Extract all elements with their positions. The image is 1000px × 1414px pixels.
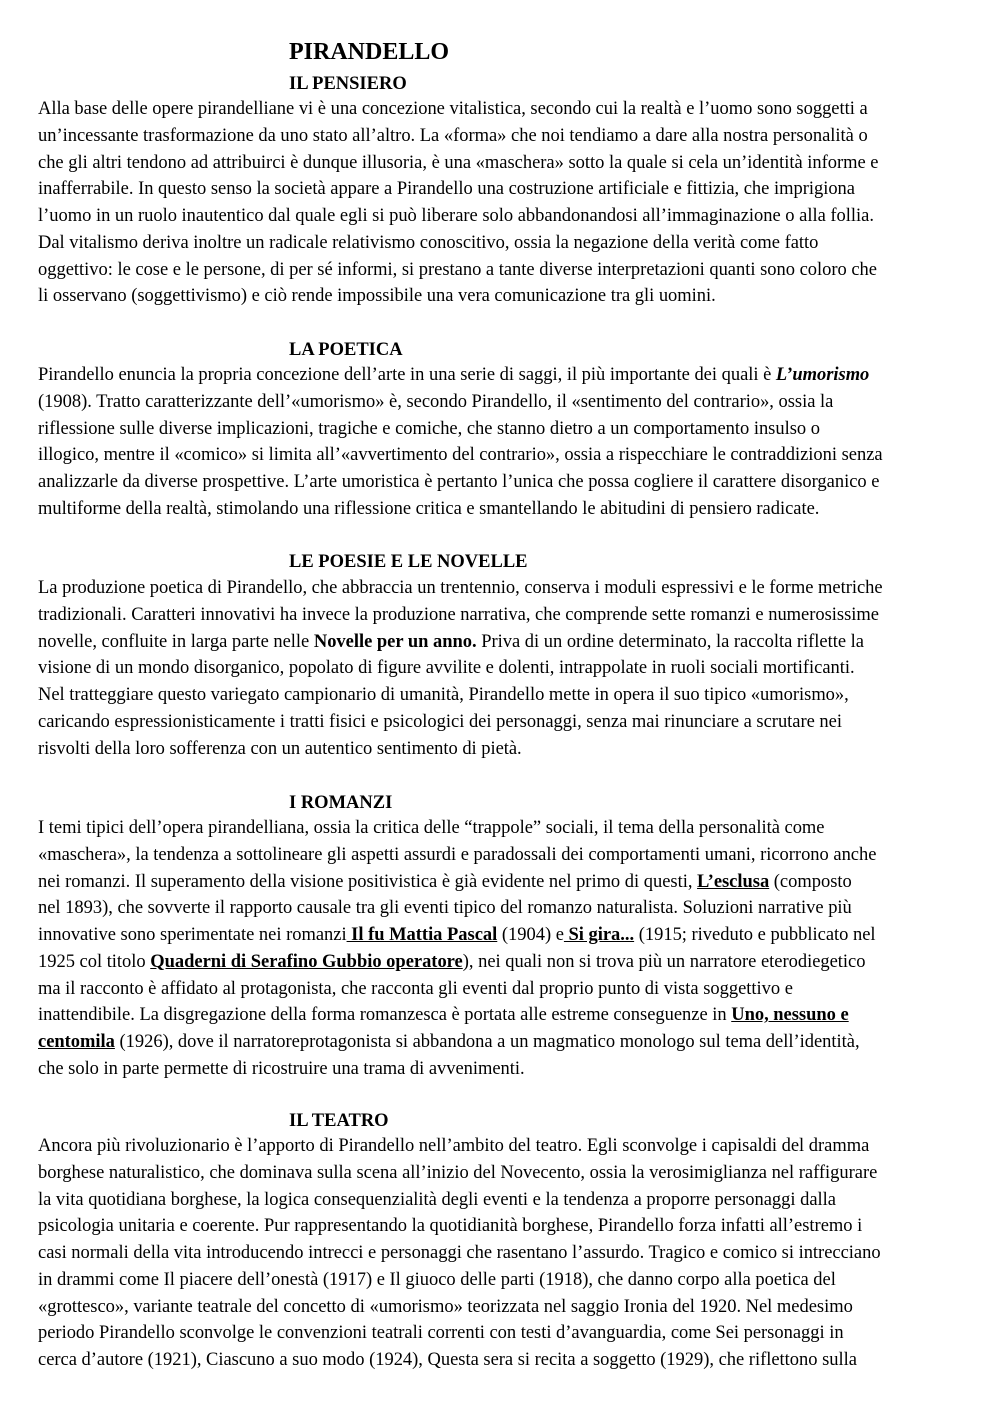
- text-segment: che gli altri tendono ad attribuirci è dunque illusoria, è una «maschera» sotto la quale si cela un’identità informe e: [38, 152, 879, 173]
- text-segment: visione di un mondo disorganico, popolato di figure avvilite e dolenti, intrappolate in ruoli sociali mortificanti.: [38, 658, 855, 679]
- text-line: [38, 123, 968, 150]
- section-heading-poetica: LA POETICA: [289, 340, 403, 360]
- text-segment: oggettivo: le cose e le persone, di per sé informi, si prestano a tante diverse interpretazioni quanti sono coloro che: [38, 259, 877, 280]
- text-line: [38, 96, 968, 123]
- text-line: [38, 869, 968, 896]
- text-line: [38, 1294, 968, 1321]
- text-line: [38, 1133, 968, 1160]
- text-segment: «maschera», la tendenza a sottolineare gli aspetti assurdi e paradossali dei comportamenti umani, ricorrono anche: [38, 844, 877, 865]
- text-segment: innovative sono sperimentate nei romanzi: [38, 925, 347, 945]
- text-segment: tradizionali. Caratteri innovativi ha invece la produzione narrativa, che comprende sette romanzi e numerosissime: [38, 604, 879, 625]
- text-segment: Nel tratteggiare questo variegato campionario di umanità, Pirandello mette in opera il suo tipico «umorismo»,: [38, 685, 849, 705]
- text-segment: cerca d’autore (1921), Ciascuno a suo modo (1924), Questa sera si recita a soggetto (1929), che riflettono sulla: [38, 1350, 857, 1370]
- text-segment: Alla base delle opere pirandelliane vi è una concezione vitalistica, secondo cui la realtà e l’uomo sono soggetti a: [38, 99, 868, 119]
- text-segment: (composto: [769, 871, 852, 892]
- text-segment: (1904) e: [497, 925, 564, 945]
- underlined-title: L’esclusa: [697, 871, 770, 892]
- text-segment: periodo Pirandello sconvolge le convenzioni teatrali correnti con testi d’avanguardia, come Sei personaggi in: [38, 1323, 844, 1344]
- text-segment: 1925 col titolo: [38, 951, 151, 972]
- underlined-title: Il fu Mattia Pascal: [346, 925, 498, 945]
- text-line: [38, 1240, 968, 1267]
- text-line: [38, 469, 968, 496]
- text-segment: analizzarle da diverse prospettive. L’arte umoristica è pertanto l’unica che possa cogliere il carattere disorganico e: [38, 472, 880, 492]
- text-segment: in drammi come Il piacere dell’onestà (1917) e Il giuoco delle parti (1918), che danno corpo alla poetica del: [38, 1269, 836, 1290]
- text-segment: ma il racconto è affidato al protagonista, che racconta gli eventi dal proprio punto di vista soggettivo e: [38, 978, 793, 999]
- text-segment: un’incessante trasformazione da uno stato all’altro. La «forma» che noi tendiamo a dare alla nostra personalità o: [38, 125, 868, 146]
- section-heading-romanzi: I ROMANZI: [289, 793, 393, 813]
- text-segment: Dal vitalismo deriva inoltre un radicale relativismo conoscitivo, ossia la negazione della verità come fatto: [38, 232, 819, 253]
- text-line: [38, 176, 968, 203]
- text-segment: li osservano (soggettivismo) e ciò rende impossibile una vera comunicazione tra gli uomini.: [38, 286, 716, 307]
- text-line: [38, 416, 968, 443]
- text-line: [38, 602, 968, 629]
- text-line: [38, 815, 968, 842]
- text-line: [38, 1187, 968, 1214]
- text-line: [38, 709, 968, 736]
- text-segment: Ancora più rivoluzionario è l’apporto di Pirandello nell’ambito del teatro. Egli sconvolge i capisaldi del dramma: [38, 1136, 870, 1156]
- text-line: [38, 842, 968, 869]
- text-line: [38, 949, 968, 976]
- text-segment: (1908). Tratto caratterizzante dell’«umorismo» è, secondo Pirandello, il «sentimento del contrario», ossia la: [38, 391, 834, 412]
- text-line: [38, 442, 968, 469]
- text-segment: l’uomo in un ruolo inautentico dal quale egli si può liberare solo abbandonandosi all’immaginazione o alla follia.: [38, 206, 874, 226]
- text-segment: multiforme della realtà, stimolando una riflessione critica e smantellando le abitudini di pensiero radicate.: [38, 498, 820, 519]
- text-line: [38, 203, 968, 230]
- text-segment: (1915; riveduto e pubblicato nel: [634, 925, 876, 945]
- text-line: [38, 1056, 968, 1083]
- text-segment: psicologia unitaria e coerente. Pur rappresentando la quotidianità borghese, Pirandello forza infatti all’estremo i: [38, 1216, 863, 1237]
- text-line: [38, 283, 968, 310]
- text-line: [38, 655, 968, 682]
- text-line: [38, 230, 968, 257]
- text-line: [38, 575, 968, 602]
- text-segment: La produzione poetica di Pirandello, che abbraccia un trentennio, conserva i moduli espressivi e le forme metriche: [38, 578, 883, 598]
- section-heading-teatro: IL TEATRO: [289, 1111, 389, 1131]
- text-line: [38, 682, 968, 709]
- text-line: [38, 257, 968, 284]
- text-segment: (1926), dove il narratoreprotagonista si abbandona a un magmatico monologo sul tema dell’identità,: [114, 1032, 860, 1052]
- text-segment: borghese naturalistico, che dominava sulla scena all’inizio del Novecento, ossia la verosimiglianza nel raffigurare: [38, 1162, 878, 1183]
- text-line: [38, 150, 968, 177]
- text-segment: «grottesco», variante teatrale del concetto di «umorismo» teorizzata nel saggio Ironia del 1920. Nel medesimo: [38, 1296, 853, 1317]
- text-segment: Pirandello enuncia la propria concezione dell’arte in una serie di saggi, il più importante dei quali è: [38, 365, 776, 385]
- text-line: [38, 1320, 968, 1347]
- section-body-pensiero: [38, 96, 968, 310]
- text-line: [38, 496, 968, 523]
- section-body-teatro: [38, 1133, 968, 1374]
- text-line: [38, 629, 968, 656]
- underlined-title: Si gira...: [563, 925, 635, 945]
- section-body-poesie-novelle: [38, 575, 968, 762]
- text-segment: riflessione sulle diverse implicazioni, tragiche e comiche, che stanno dietro a un comportamento insulso o: [38, 418, 820, 439]
- text-segment: I temi tipici dell’opera pirandelliana, ossia la critica delle “trappole” sociali, il tema della personalità come: [38, 818, 825, 838]
- text-line: [38, 895, 968, 922]
- text-segment: nel 1893), che sovverte il rapporto causale tra gli eventi tipico del romanzo naturalista. Soluzioni narrative più: [38, 898, 852, 919]
- italic-title: L’umorismo: [775, 365, 870, 385]
- text-line: [38, 1213, 968, 1240]
- text-segment: novelle, confluite in larga parte nelle: [38, 631, 314, 652]
- text-line: [38, 1002, 968, 1029]
- text-segment: Priva di un ordine determinato, la raccolta riflette la: [476, 631, 864, 652]
- text-line: [38, 1160, 968, 1187]
- underlined-title: Quaderni di Serafino Gubbio operatore: [150, 951, 463, 972]
- text-line: [38, 1267, 968, 1294]
- text-segment: la vita quotidiana borghese, la logica consequenzialità degli eventi e la tendenza a proporre personaggi dalla: [38, 1189, 836, 1210]
- underlined-title: Uno, nessuno e: [731, 1005, 849, 1026]
- text-segment: caricando espressionisticamente i tratti fisici e psicologici dei personaggi, senza mai rinunciare a scrutare nei: [38, 711, 842, 732]
- text-segment: risvolti della loro sofferenza con un autentico sentimento di pietà.: [38, 738, 522, 759]
- text-line: [38, 976, 968, 1003]
- page-title: PIRANDELLO: [289, 39, 450, 65]
- section-heading-poesie-novelle: LE POESIE E LE NOVELLE: [289, 552, 528, 572]
- text-line: [38, 922, 968, 949]
- text-segment: ), nei quali non si trova più un narratore eterodiegetico: [462, 951, 866, 972]
- text-line: [38, 389, 968, 416]
- text-line: [38, 362, 968, 389]
- text-line: [38, 1347, 968, 1374]
- text-segment: casi normali della vita introducendo intrecci e personaggi che rasentano l’assurdo. Tragico e comico si intrecciano: [38, 1243, 881, 1263]
- section-heading-pensiero: IL PENSIERO: [289, 74, 407, 94]
- underlined-title: centomila: [38, 1032, 115, 1052]
- section-body-poetica: [38, 362, 968, 523]
- text-segment: inafferrabile. In questo senso la società appare a Pirandello una costruzione artificiale e fittizia, che imprigiona: [38, 179, 855, 200]
- text-line: [38, 1029, 968, 1056]
- text-segment: che solo in parte permette di ricostruire una trama di avvenimenti.: [38, 1058, 525, 1079]
- text-line: [38, 736, 968, 763]
- text-segment: illogico, mentre il «comico» si limita all’«avvertimento del contrario», ossia a rispecchiare le contraddizioni senza: [38, 445, 883, 466]
- text-segment: inattendibile. La disgregazione della forma romanzesca è portata alle estreme conseguenze in: [38, 1005, 732, 1026]
- section-body-romanzi: [38, 815, 968, 1083]
- bold-title: Novelle per un anno.: [313, 631, 477, 652]
- text-segment: nei romanzi. Il superamento della visione positivistica è già evidente nel primo di questi,: [38, 871, 698, 892]
